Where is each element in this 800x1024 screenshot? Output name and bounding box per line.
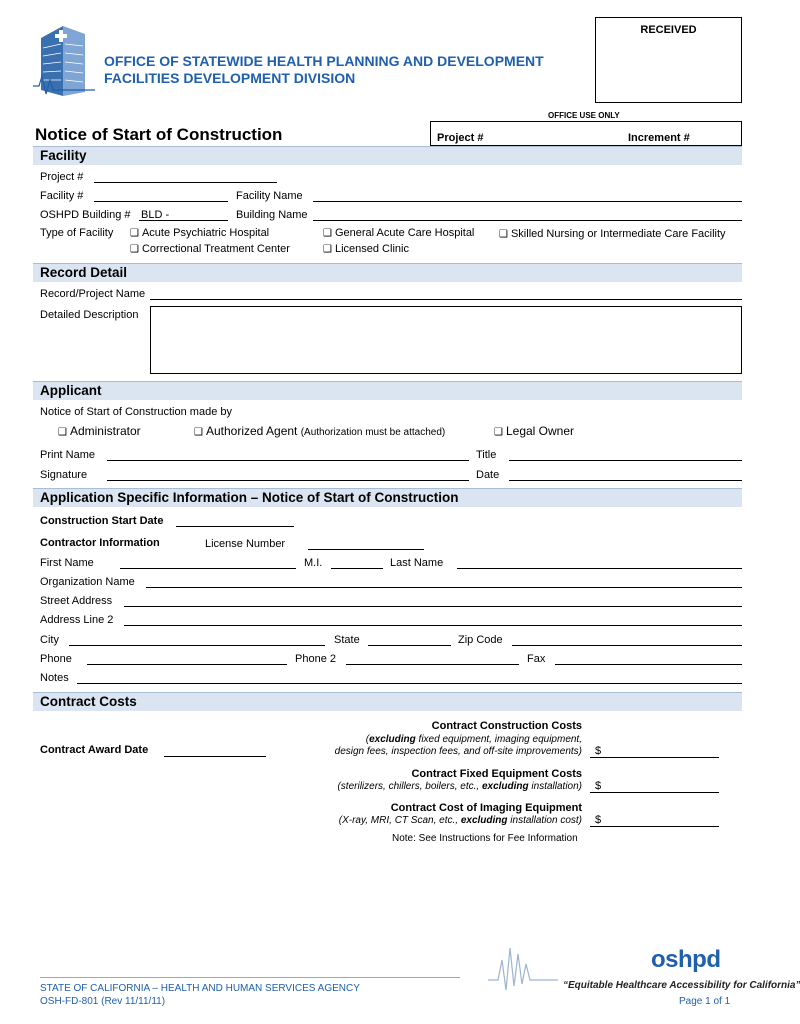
footer-page-number: Page 1 of 1: [679, 996, 731, 1007]
footer-agency: STATE OF CALIFORNIA – HEALTH AND HUMAN SERVICES AGENCY: [40, 983, 360, 994]
checkbox-icon[interactable]: ❑: [494, 427, 503, 438]
address-line2-field[interactable]: [124, 625, 742, 626]
organization-name-label: Organization Name: [40, 576, 135, 588]
phone2-field[interactable]: [346, 664, 519, 665]
received-label: RECEIVED: [640, 24, 697, 36]
checkbox-correctional[interactable]: ❑ Correctional Treatment Center: [130, 243, 290, 255]
building-name-label: Building Name: [236, 209, 308, 221]
oshpd-building-logo: [33, 20, 95, 98]
office-use-box: [430, 121, 742, 146]
contract-award-date-field[interactable]: [164, 756, 266, 757]
checkbox-skilled-nursing[interactable]: ❑ Skilled Nursing or Intermediate Care Facility: [499, 228, 726, 240]
phone-label: Phone: [40, 653, 72, 665]
fixed-equipment-field[interactable]: [590, 792, 719, 793]
address-line2-label: Address Line 2: [40, 614, 114, 626]
heartbeat-graphic: [488, 940, 558, 992]
state-field[interactable]: [368, 645, 451, 646]
organization-name-field[interactable]: [146, 587, 742, 588]
imaging-label: Contract Cost of Imaging Equipment: [390, 802, 582, 814]
office-project-label: Project #: [437, 132, 484, 144]
date-field[interactable]: [509, 480, 742, 481]
signature-label: Signature: [40, 469, 88, 481]
checkbox-general-acute[interactable]: ❑ General Acute Care Hospital: [323, 227, 475, 239]
checkbox-icon[interactable]: ❑: [130, 244, 139, 255]
signature-field[interactable]: [107, 480, 469, 481]
construction-dollar: $: [595, 745, 602, 757]
construction-costs-note1: (excluding fixed equipment, imaging equipment,: [365, 734, 582, 745]
title-label: Title: [476, 449, 497, 461]
checkbox-acute-psychiatric[interactable]: ❑ Acute Psychiatric Hospital: [130, 227, 270, 239]
checkbox-authorized-agent[interactable]: ❑ Authorized Agent (Authorization must be attached): [194, 424, 446, 438]
record-project-name-label: Record/Project Name: [40, 288, 146, 300]
checkbox-icon[interactable]: ❑: [58, 427, 67, 438]
type-of-facility-label: Type of Facility: [40, 227, 114, 239]
bld-prefix: BLD -: [141, 209, 170, 221]
office-use-only-label: OFFICE USE ONLY: [548, 111, 620, 120]
imaging-note: (X-ray, MRI, CT Scan, etc., excluding installation cost): [338, 815, 582, 826]
notes-label: Notes: [40, 672, 69, 684]
last-name-field[interactable]: [457, 568, 742, 569]
construction-start-date-label: Construction Start Date: [40, 515, 164, 527]
fixed-dollar: $: [595, 780, 602, 792]
footer-divider: [40, 977, 460, 978]
construction-costs-field[interactable]: [590, 757, 719, 758]
checkbox-legal-owner[interactable]: ❑ Legal Owner: [494, 424, 575, 438]
record-section-header: Record Detail: [33, 263, 742, 282]
facility-project-field[interactable]: [94, 182, 277, 183]
applicant-section-header: Applicant: [33, 381, 742, 400]
license-number-field[interactable]: [308, 549, 424, 550]
city-label: City: [40, 634, 59, 646]
facility-name-field[interactable]: [313, 201, 742, 202]
facility-name-label: Facility Name: [236, 190, 303, 202]
fax-field[interactable]: [555, 664, 742, 665]
construction-costs-label: Contract Construction Costs: [431, 720, 582, 732]
zip-field[interactable]: [512, 645, 742, 646]
print-name-label: Print Name: [40, 449, 96, 461]
checkbox-icon[interactable]: ❑: [499, 229, 508, 240]
fixed-equipment-label: Contract Fixed Equipment Costs: [411, 768, 582, 780]
first-name-field[interactable]: [120, 568, 296, 569]
print-name-field[interactable]: [107, 460, 469, 461]
fee-note: Note: See Instructions for Fee Information: [392, 833, 578, 844]
checkbox-icon[interactable]: ❑: [130, 228, 139, 239]
facility-project-label: Project #: [40, 171, 84, 183]
checkbox-icon[interactable]: ❑: [194, 427, 203, 438]
detailed-description-label: Detailed Description: [40, 309, 139, 321]
building-name-field[interactable]: [313, 220, 742, 221]
phone2-label: Phone 2: [295, 653, 336, 665]
made-by-label: Notice of Start of Construction made by: [40, 406, 232, 418]
oshpd-building-label: OSHPD Building #: [40, 209, 131, 221]
footer-tagline: “Equitable Healthcare Accessibility for California”: [563, 980, 800, 991]
fax-label: Fax: [527, 653, 546, 665]
contract-costs-section-header: Contract Costs: [33, 692, 742, 711]
oshpd-logo-text: oshpd: [651, 946, 721, 973]
facility-number-field[interactable]: [94, 201, 228, 202]
last-name-label: Last Name: [390, 557, 444, 569]
footer-form-number: OSH-FD-801 (Rev 11/11/11): [40, 996, 166, 1007]
checkbox-icon[interactable]: ❑: [323, 228, 332, 239]
state-label: State: [334, 634, 360, 646]
received-box: [595, 17, 742, 103]
facility-section-header: Facility: [33, 146, 742, 165]
record-project-name-field[interactable]: [150, 299, 742, 300]
app-specific-section-header: Application Specific Information – Notice of Start of Construction: [33, 488, 742, 507]
facility-number-label: Facility #: [40, 190, 84, 202]
street-address-label: Street Address: [40, 595, 113, 607]
imaging-dollar: $: [595, 814, 602, 826]
title-field[interactable]: [509, 460, 742, 461]
checkbox-icon[interactable]: ❑: [323, 244, 332, 255]
contractor-information-label: Contractor Information: [40, 537, 160, 549]
street-address-field[interactable]: [124, 606, 742, 607]
city-field[interactable]: [69, 645, 325, 646]
notes-field[interactable]: [77, 683, 742, 684]
date-label: Date: [476, 469, 500, 481]
detailed-description-field[interactable]: [150, 306, 742, 374]
phone-field[interactable]: [87, 664, 287, 665]
form-title: Notice of Start of Construction: [35, 125, 283, 144]
license-number-label: License Number: [205, 538, 286, 550]
zip-label: Zip Code: [458, 634, 503, 646]
construction-start-date-field[interactable]: [176, 526, 294, 527]
mi-label: M.I.: [304, 557, 323, 569]
oshpd-building-field[interactable]: [139, 220, 228, 221]
office-increment-label: Increment #: [628, 132, 690, 144]
imaging-field[interactable]: [590, 826, 719, 827]
first-name-label: First Name: [40, 557, 94, 569]
division-title: FACILITIES DEVELOPMENT DIVISION: [104, 70, 356, 86]
mi-field[interactable]: [331, 568, 383, 569]
contract-award-date-label: Contract Award Date: [40, 744, 149, 756]
fixed-equipment-note: (sterilizers, chillers, boilers, etc., excluding installation): [337, 781, 582, 792]
checkbox-administrator[interactable]: ❑ Administrator: [58, 424, 141, 438]
construction-costs-note2: design fees, inspection fees, and off-site improvements): [334, 746, 582, 757]
checkbox-licensed-clinic[interactable]: ❑ Licensed Clinic: [323, 243, 409, 255]
office-title: OFFICE OF STATEWIDE HEALTH PLANNING AND DEVELOPMENT: [104, 53, 544, 69]
